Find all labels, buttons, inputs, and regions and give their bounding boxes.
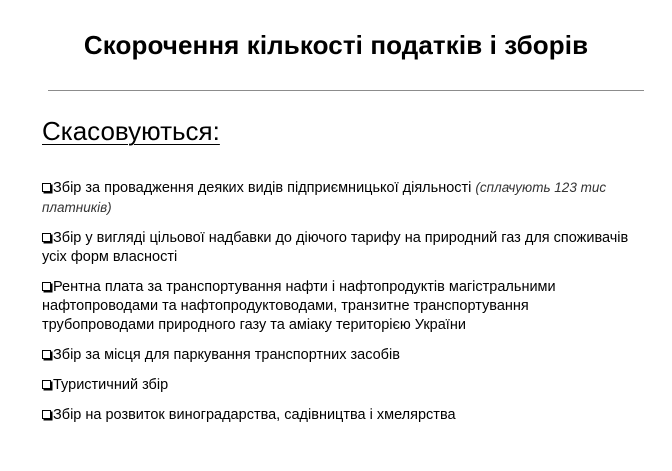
list-item-text: Туристичний збір [53, 377, 169, 393]
checkbox-square-icon [42, 282, 51, 291]
list-item-text: Збір за провадження деяких видів підприємницької діяльності [53, 180, 476, 196]
checkbox-square-icon [42, 350, 51, 359]
list-item-text: Рентна плата за транспортування нафти і нафтопродуктів магістральними нафтопроводами та нафтопродуктоводами, транзитне транспортування трубопроводами природного газу та аміаку територією України [42, 279, 556, 333]
list-item-text: Збір за місця для паркування транспортних засобів [53, 347, 400, 363]
list-item-note: (сплачують 123 тис платників) [42, 180, 607, 215]
section-heading: Скасовуються: [42, 116, 220, 146]
list-item [42, 376, 642, 395]
list-item [42, 178, 642, 218]
abolished-list [42, 178, 642, 436]
list-item [42, 406, 642, 425]
list-item-text: Збір на розвиток виноградарства, садівництва і хмелярства [53, 407, 456, 423]
page-title: Скорочення кількості податків і зборів [83, 30, 589, 60]
list-item-text: Збір у вигляді цільової надбавки до діючого тарифу на природний газ для споживачів усіх форм власності [42, 230, 629, 265]
checkbox-square-icon [42, 410, 51, 419]
list-item [42, 346, 642, 365]
checkbox-square-icon [42, 233, 51, 242]
checkbox-square-icon [42, 183, 51, 192]
title-divider [48, 90, 644, 91]
list-item [42, 229, 642, 267]
list-item [42, 278, 642, 335]
checkbox-square-icon [42, 380, 51, 389]
